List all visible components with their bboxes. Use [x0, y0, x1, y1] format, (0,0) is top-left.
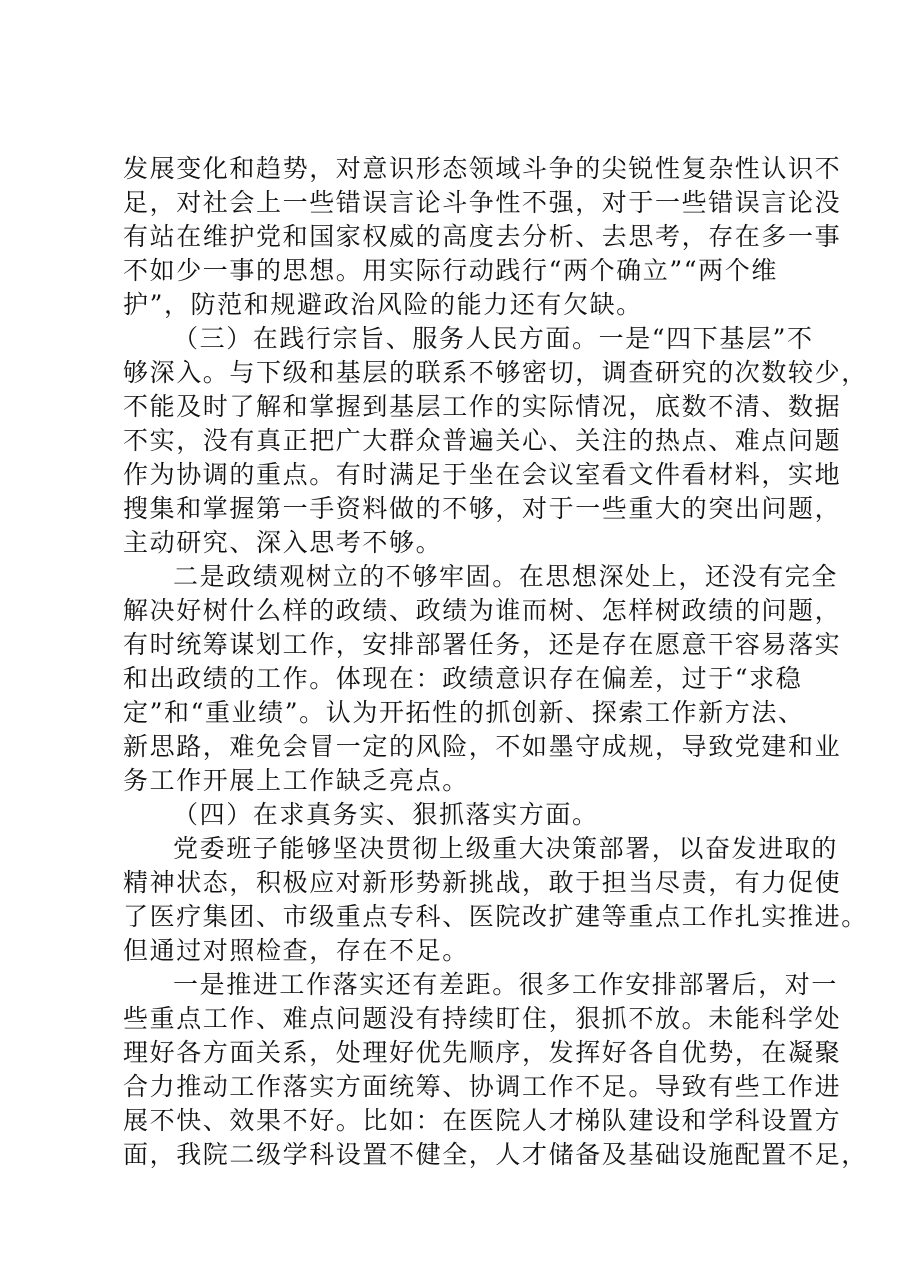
section-heading-3: （三）在践行宗旨、服务人民方面。一是“四下基层”不	[173, 324, 814, 353]
text-line: 够深入。与下级和基层的联系不够密切，调查研究的次数较少，	[123, 358, 868, 387]
text-line: 精神状态，积极应对新形势新挑战，敢于担当尽责，有力促使	[123, 868, 842, 897]
text-line: 展不快、效果不好。比如：在医院人才梯队建设和学科设置方	[123, 1106, 842, 1135]
paragraph-start: 二是政绩观树立的不够牢固。在思想深处上，还没有完全	[173, 562, 839, 591]
text-line: 但通过对照检查，存在不足。	[123, 936, 469, 965]
text-line: 务工作开展上工作缺乏亮点。	[123, 766, 469, 795]
text-line: 不实，没有真正把广大群众普遍关心、关注的热点、难点问题	[123, 426, 842, 455]
text-line: 些重点工作、难点问题没有持续盯住，狠抓不放。未能科学处	[123, 1004, 842, 1033]
text-line: 主动研究、深入思考不够。	[123, 528, 443, 557]
text-line: 搜集和掌握第一手资料做的不够，对于一些重大的突出问题，	[123, 494, 842, 523]
text-line: 有站在维护党和国家权威的高度去分析、去思考，存在多一事	[123, 222, 842, 251]
text-line: 护”，防范和规避政治风险的能力还有欠缺。	[123, 290, 643, 319]
text-line: 作为协调的重点。有时满足于坐在会议室看文件看材料，实地	[123, 460, 842, 489]
text-line: 合力推动工作落实方面统筹、协调工作不足。导致有些工作进	[123, 1072, 842, 1101]
text-line: 足，对社会上一些错误言论斗争性不强，对于一些错误言论没	[123, 188, 842, 217]
text-line: 新思路，难免会冒一定的风险，不如墨守成规，导致党建和业	[123, 732, 842, 761]
text-line: 理好各方面关系，处理好优先顺序，发挥好各自优势，在凝聚	[123, 1038, 842, 1067]
text-line: 不能及时了解和掌握到基层工作的实际情况，底数不清、数据	[123, 392, 842, 421]
text-line: 有时统筹谋划工作，安排部署任务，还是存在愿意干容易落实	[123, 630, 842, 659]
text-line: 发展变化和趋势，对意识形态领域斗争的尖锐性复杂性认识不	[123, 154, 842, 183]
text-line: 了医疗集团、市级重点专科、医院改扩建等重点工作扎实推进。	[123, 902, 868, 931]
paragraph-start: 党委班子能够坚决贯彻上级重大决策部署，以奋发进取的	[173, 834, 839, 863]
text-line: 定”和“重业绩”。认为开拓性的抓创新、探索工作新方法、	[123, 698, 805, 727]
text-line: 和出政绩的工作。体现在：政绩意识存在偏差，过于“求稳	[123, 664, 803, 693]
text-line: 不如少一事的思想。用实际行动践行“两个确立”“两个维	[123, 256, 778, 285]
text-line: 面，我院二级学科设置不健全，人才储备及基础设施配置不足，	[123, 1140, 868, 1169]
text-line: 解决好树什么样的政绩、政绩为谁而树、怎样树政绩的问题，	[123, 596, 842, 625]
section-heading-4: （四）在求真务实、狠抓落实方面。	[173, 800, 599, 829]
paragraph-start: 一是推进工作落实还有差距。很多工作安排部署后，对一	[173, 970, 839, 999]
